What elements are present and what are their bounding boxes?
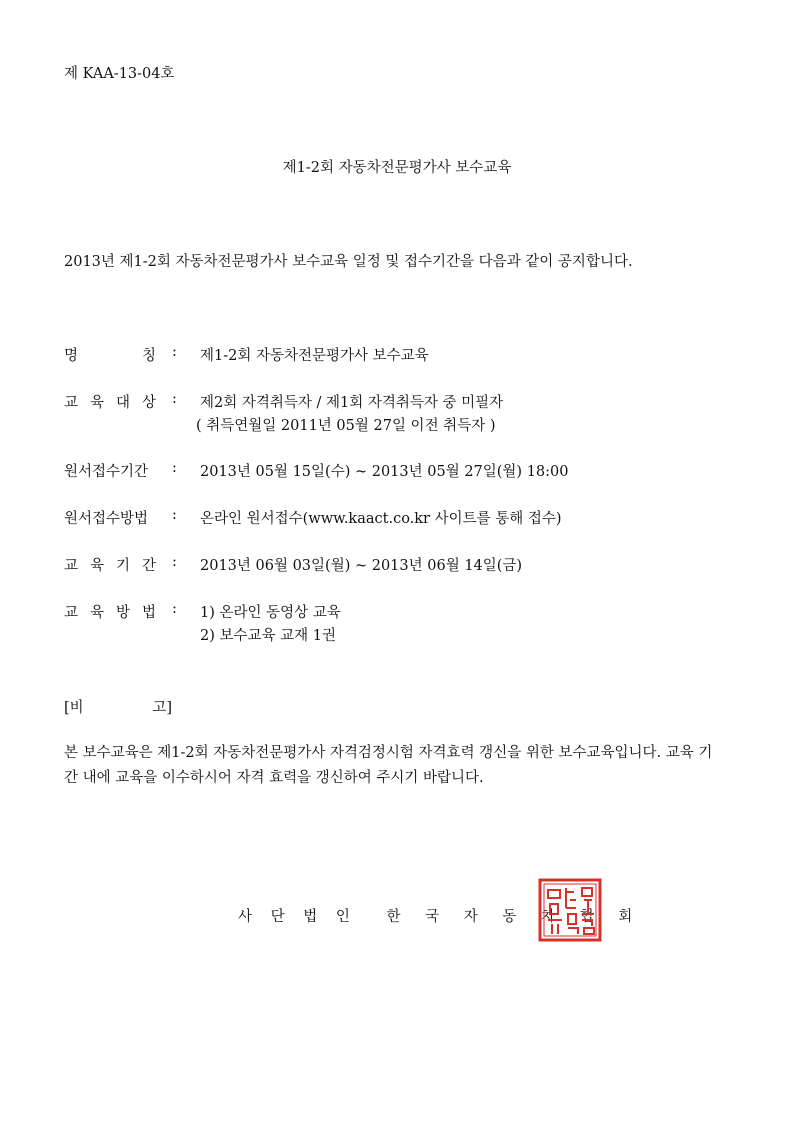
colon: : [172, 507, 177, 523]
remarks-body: 본 보수교육은 제1-2회 자동차전문평가사 자격검정시험 자격효력 갱신을 위한 보수교육입니다. 교육 기간 내에 교육을 이수하시어 자격 효력을 갱신하여 주시기 바랍니다. [64, 745, 713, 786]
document-number: 제 KAA-13-04호 [64, 66, 175, 82]
issuer-name: 사 단 법 인 한 국 자 동 차 협 회 [238, 909, 633, 925]
field-education-period-value: 2013년 06월 03일(월) ~ 2013년 06월 14일(금) [200, 558, 523, 574]
field-application-period-label: 원서접수기간 [64, 464, 149, 480]
field-education-method-value-1: 1) 온라인 동영상 교육 [200, 605, 341, 621]
colon: : [172, 391, 177, 407]
field-target-value: 제2회 자격취득자 / 제1회 자격취득자 중 미필자 [200, 395, 504, 411]
field-application-period-value: 2013년 05월 15일(수) ~ 2013년 05월 27일(월) 18:00 [200, 464, 569, 480]
field-education-method-value-2: 2) 보수교육 교재 1권 [200, 628, 336, 644]
field-application-method-label: 원서접수방법 [64, 511, 149, 527]
colon: : [172, 554, 177, 570]
field-application-method-value: 온라인 원서접수(www.kaact.co.kr 사이트를 통해 접수) [200, 511, 562, 527]
colon: : [172, 344, 177, 360]
notice-title: 제1-2회 자동차전문평가사 보수교육 [282, 160, 512, 176]
field-education-method-label: 교 육 방 법 [64, 605, 156, 621]
field-target-label: 교 육 대 상 [64, 395, 156, 411]
field-target-note: ( 취득연월일 2011년 05월 27일 이전 취득자 ) [196, 418, 496, 434]
colon: : [172, 460, 177, 476]
field-name-label: 명 칭 [64, 348, 156, 364]
colon: : [172, 601, 177, 617]
official-seal-stamp [538, 878, 602, 942]
intro-text: 2013년 제1-2회 자동차전문평가사 보수교육 일정 및 접수기간을 다음과 같이 공지합니다. [64, 254, 633, 270]
remarks-label: [비 고] [64, 700, 172, 716]
field-education-period-label: 교 육 기 간 [64, 558, 156, 574]
field-name-value: 제1-2회 자동차전문평가사 보수교육 [200, 348, 429, 364]
